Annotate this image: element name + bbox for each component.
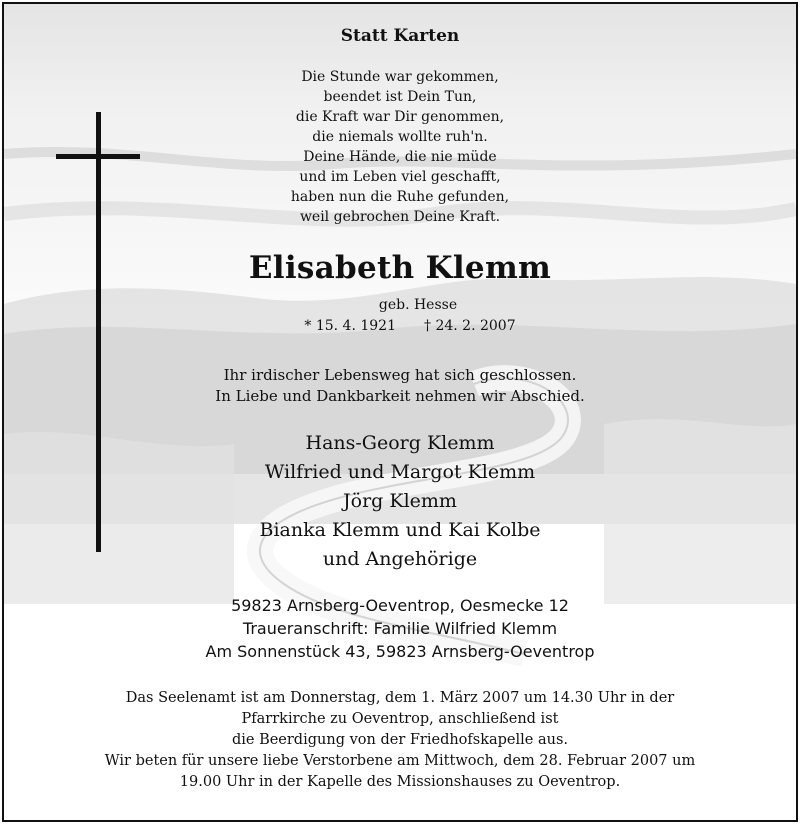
poem-line: haben nun die Ruhe gefunden, bbox=[290, 189, 510, 205]
service-line: Wir beten für unsere liebe Verstorbene am Mittwoch, dem 28. Februar 2007 um bbox=[104, 753, 696, 769]
service-line: 19.00 Uhr in der Kapelle des Missionshauses zu Oeventrop. bbox=[179, 774, 621, 790]
farewell-line: Ihr irdischer Lebensweg hat sich geschlossen. bbox=[223, 366, 577, 384]
birth-date: * 15. 4. 1921 bbox=[304, 318, 396, 334]
deceased-name: Elisabeth Klemm bbox=[248, 250, 552, 286]
service-line: Pfarrkirche zu Oeventrop, anschließend ist bbox=[241, 711, 559, 727]
life-dates bbox=[14, 318, 798, 334]
mourner: Bianka Klemm und Kai Kolbe bbox=[259, 519, 541, 541]
statt-karten-heading: Statt Karten bbox=[340, 26, 460, 46]
service-details bbox=[4, 688, 796, 793]
poem-line: und im Leben viel geschafft, bbox=[299, 169, 501, 185]
poem-line: beendet ist Dein Tun, bbox=[323, 89, 477, 105]
poem-line: die niemals wollte ruh'n. bbox=[312, 129, 488, 145]
service-line: die Beerdigung von der Friedhofskapelle aus. bbox=[231, 732, 569, 748]
address-line: Am Sonnenstück 43, 59823 Arnsberg-Oeventrop bbox=[205, 642, 595, 661]
obituary-notice bbox=[2, 2, 798, 822]
birth-name: geb. Hesse bbox=[378, 297, 458, 313]
mourner: Jörg Klemm bbox=[343, 490, 457, 512]
farewell-line: In Liebe und Dankbarkeit nehmen wir Abschied. bbox=[215, 387, 585, 405]
poem bbox=[4, 67, 796, 227]
poem-line: Die Stunde war gekommen, bbox=[301, 69, 499, 85]
poem-line: Deine Hände, die nie müde bbox=[303, 149, 497, 165]
service-line: Das Seelenamt ist am Donnerstag, dem 1. März 2007 um 14.30 Uhr in der bbox=[125, 690, 675, 706]
mourner: Hans-Georg Klemm bbox=[305, 432, 495, 454]
farewell-text bbox=[4, 365, 796, 407]
poem-line: weil gebrochen Deine Kraft. bbox=[299, 209, 501, 225]
address-line: Traueranschrift: Familie Wilfried Klemm bbox=[242, 619, 558, 638]
address-line: 59823 Arnsberg-Oeventrop, Oesmecke 12 bbox=[231, 596, 569, 615]
mourner: Wilfried und Margot Klemm bbox=[264, 461, 536, 483]
mourning-address bbox=[4, 594, 796, 663]
death-date: † 24. 2. 2007 bbox=[424, 318, 516, 334]
mourners-list bbox=[4, 429, 796, 574]
mourner: und Angehörige bbox=[322, 548, 478, 570]
poem-line: die Kraft war Dir genommen, bbox=[295, 109, 505, 125]
